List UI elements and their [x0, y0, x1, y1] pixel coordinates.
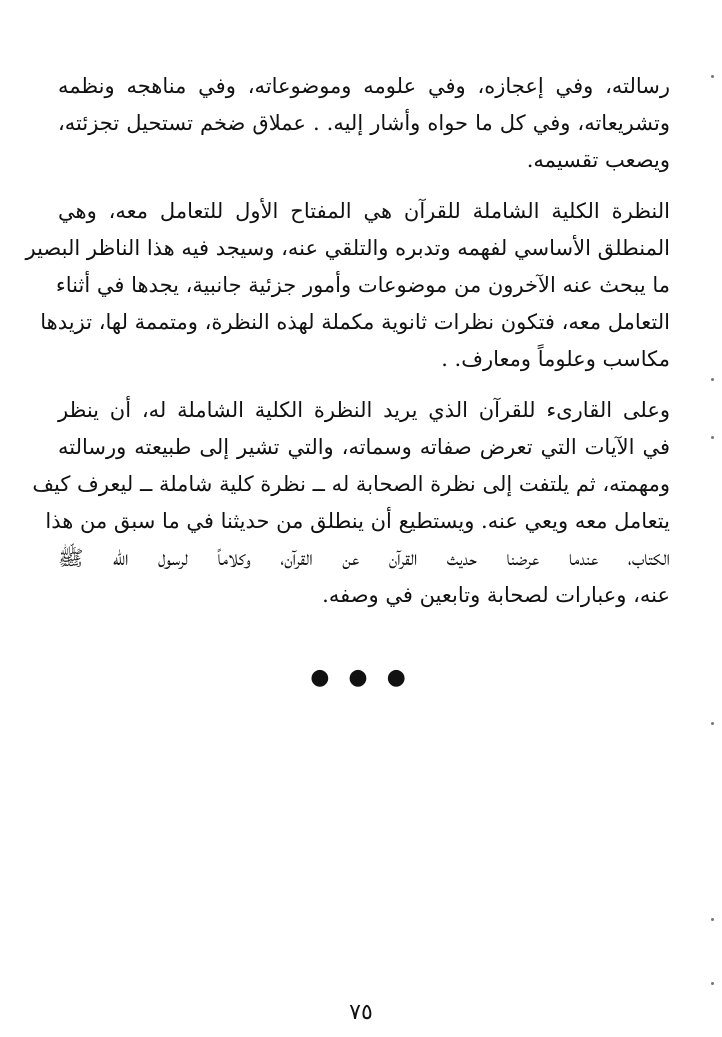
paragraph-line: المنطلق الأساسي لفهمه وتدبره والتلقي عنه، وسيجد فيه هذا الناظر البصير — [25, 236, 670, 260]
section-separator: ● ● ● — [310, 665, 412, 690]
page-number: ٧٥ — [349, 1000, 373, 1025]
paragraph-line: يتعامل معه ويعي عنه. ويستطيع أن ينطلق من حديثنا في ما سبق من هذا — [45, 509, 670, 533]
scan-speck — [711, 918, 714, 921]
scan-speck — [711, 75, 714, 78]
paragraph-line: رسالته، وفي إعجازه، وفي علومه وموضوعاته، وفي مناهجه ونظمه — [58, 74, 670, 98]
paragraph-1 — [58, 68, 670, 179]
paragraph-line: ومهمته، ثم يلتفت إلى نظرة الصحابة له ــ نظرة كلية شاملة ــ ليعرف كيف — [32, 472, 670, 496]
paragraph-line: الكتاب، عندما عرضنا حديث القرآن عن القرآن، وكلاماً لرسول الله ﷺ — [58, 546, 670, 570]
paragraph-3 — [32, 392, 670, 614]
paragraph-line: التعامل معه، فتكون نظرات ثانوية مكملة لهذه النظرة، ومتممة لها، تزيدها — [40, 310, 670, 334]
paragraph-line: مكاسب وعلوماً ومعارف. . — [441, 347, 670, 371]
scan-speck — [711, 378, 714, 381]
paragraph-line: في الآيات التي تعرض صفاته وسماته، والتي تشير إلى طبيعته ورسالته — [58, 435, 670, 459]
scan-speck — [711, 436, 714, 439]
scan-speck — [711, 722, 714, 725]
paragraph-line: ما يبحث عنه الآخرون من موضوعات وأمور جزئية جانبية، يجدها في أثناء — [55, 273, 670, 297]
paragraph-line: عنه، وعبارات لصحابة وتابعين في وصفه. — [322, 583, 670, 607]
paragraph-line: النظرة الكلية الشاملة للقرآن هي المفتاح الأول للتعامل معه، وهي — [58, 199, 670, 223]
paragraph-line: وتشريعاته، وفي كل ما حواه وأشار إليه. . عملاق ضخم تستحيل تجزئته، — [58, 111, 670, 135]
paragraph-2 — [25, 193, 670, 378]
paragraph-line: وعلى القارىء للقرآن الذي يريد النظرة الكلية الشاملة له، أن ينظر — [58, 398, 670, 422]
scan-speck — [711, 982, 714, 985]
paragraph-line: ويصعب تقسيمه. — [526, 148, 670, 172]
